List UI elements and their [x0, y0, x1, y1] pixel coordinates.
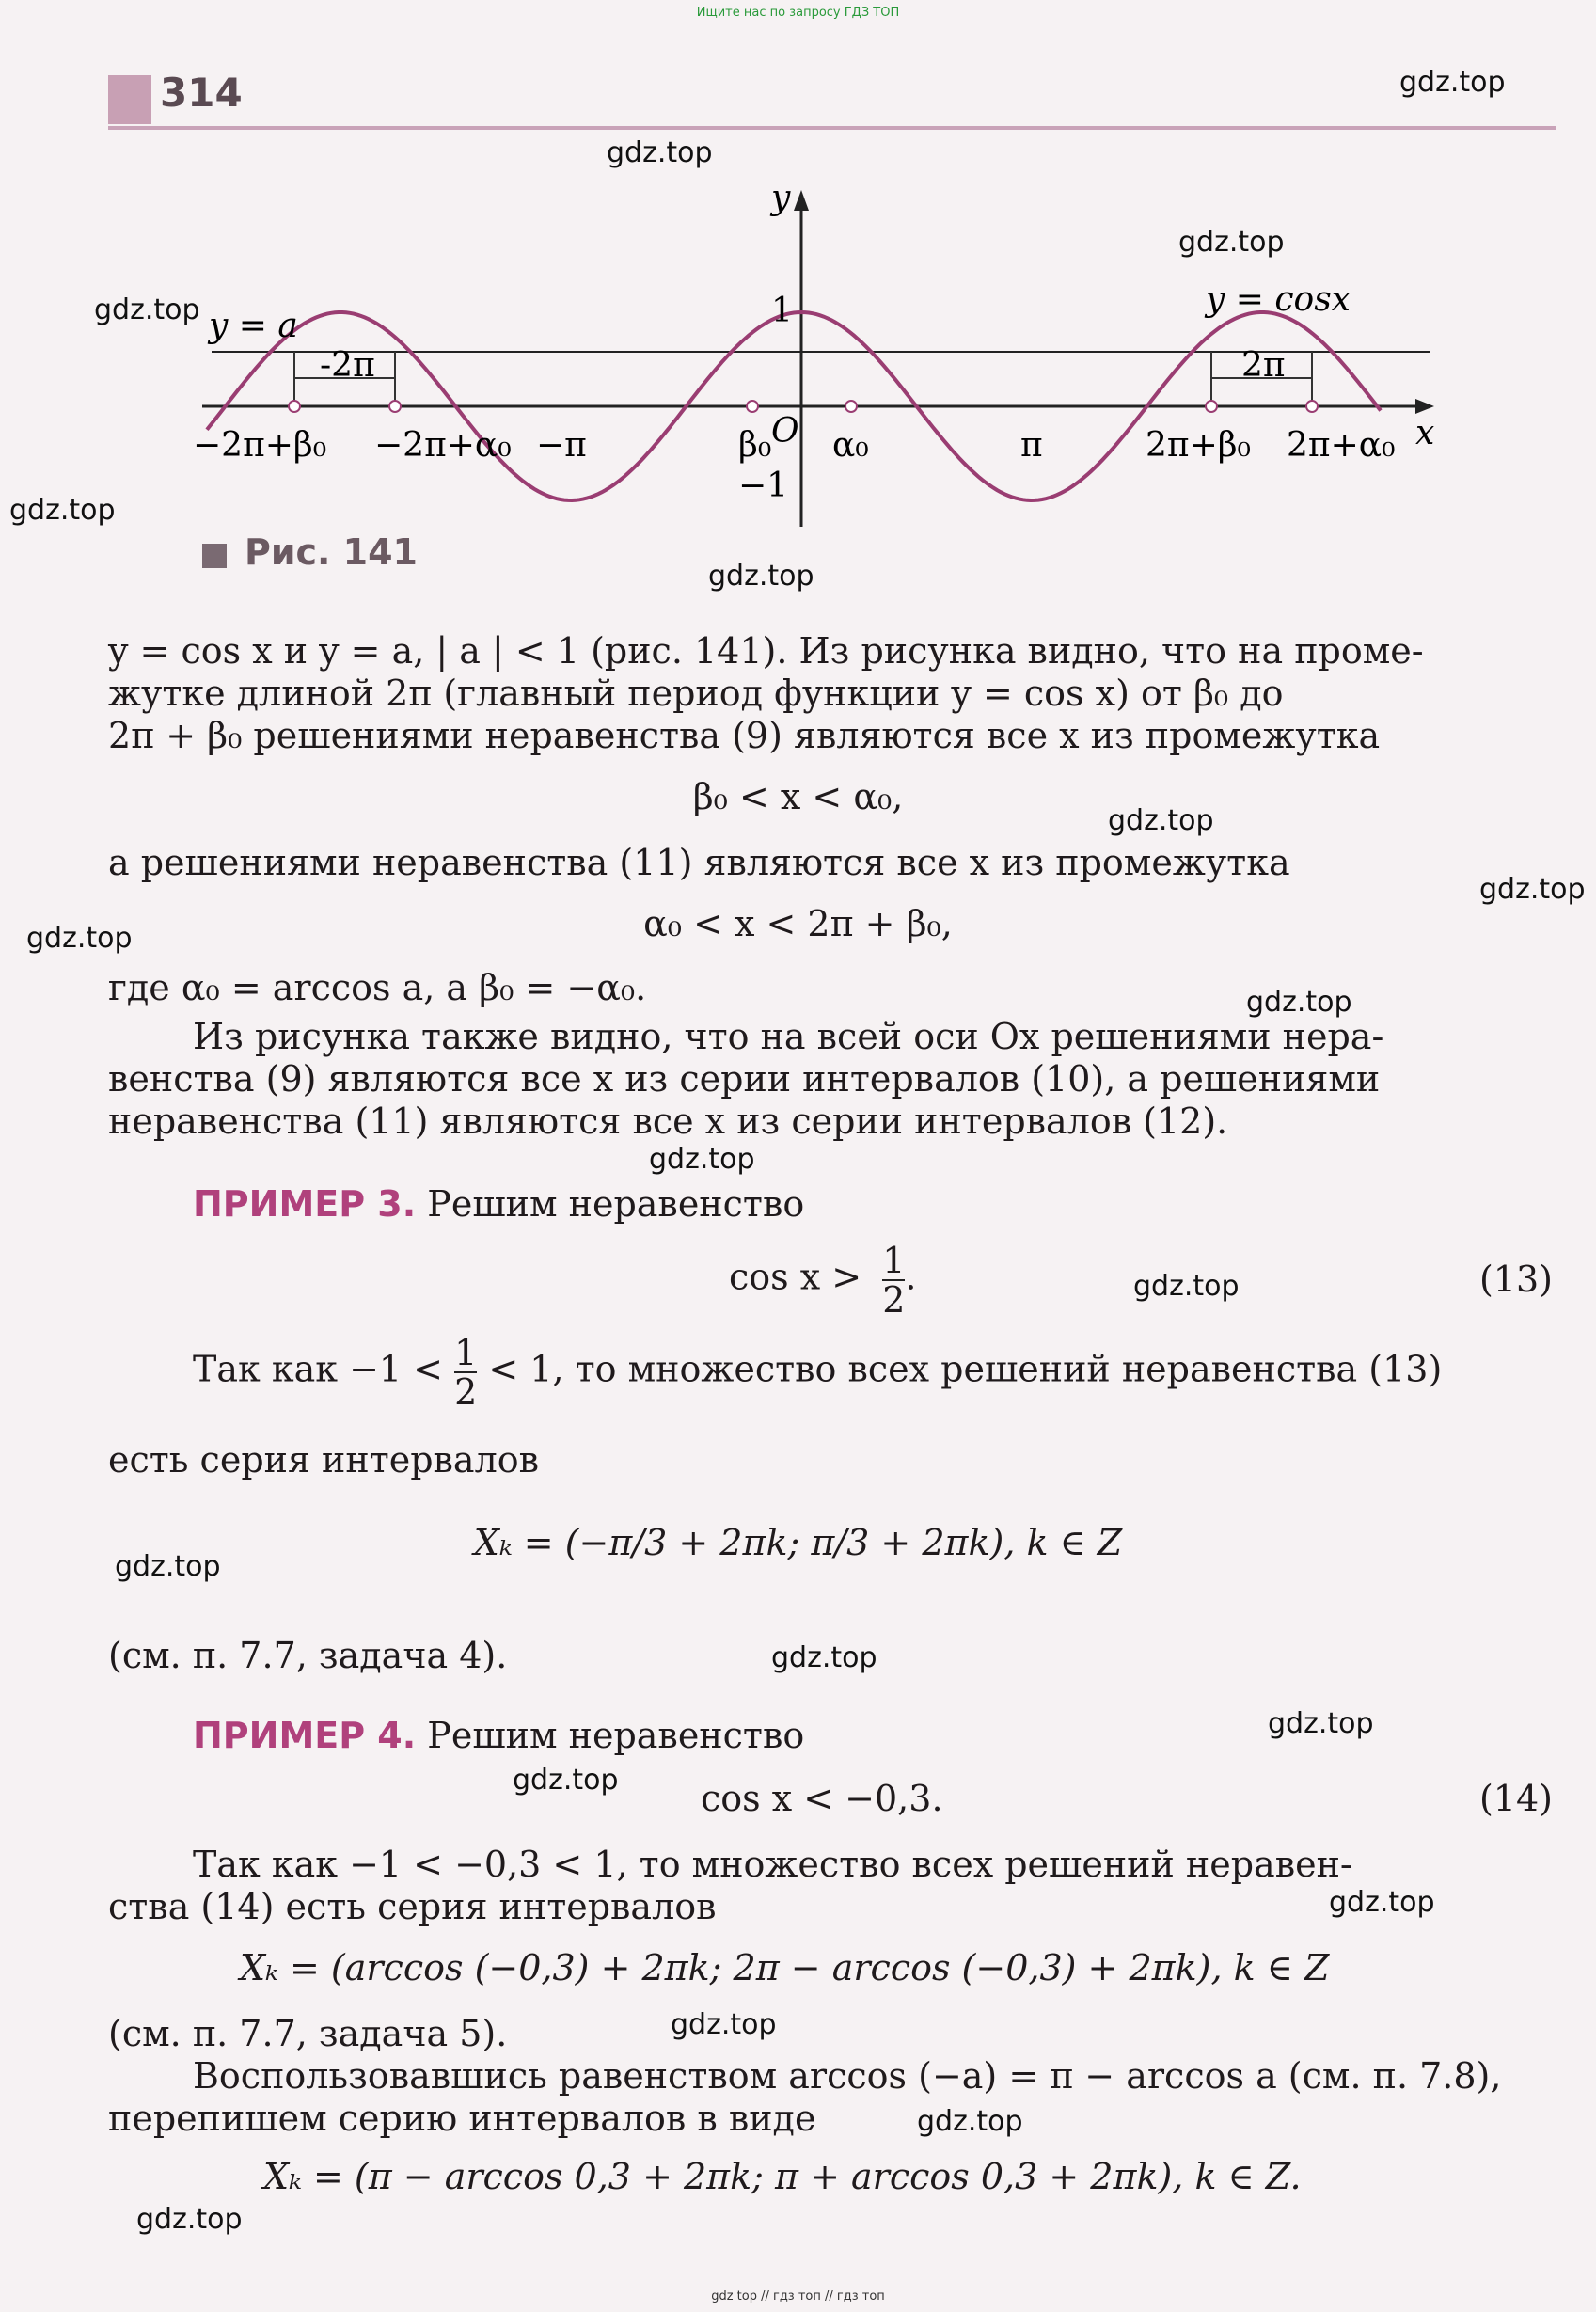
para6-line1: Так как −1 < −0,3 < 1, то множество всех решений неравен-: [193, 1844, 1352, 1885]
y-axis-label: y: [771, 179, 791, 217]
watermark: gdz.top: [136, 2203, 243, 2236]
para7-line1: Воспользовавшись равенством arccos (−a) = π − arccos a (см. п. 7.8),: [193, 2055, 1502, 2097]
watermark: gdz.top: [1329, 1886, 1435, 1919]
x-tick-m2pi-beta: −2π+β₀: [193, 426, 327, 465]
point-2pi-alpha: [1306, 401, 1318, 412]
watermark: gdz.top: [1133, 1270, 1240, 1303]
bottom-note: gdz top // гдз топ // гдз топ: [711, 2289, 885, 2304]
example4-heading: ПРИМЕР 4.: [193, 1715, 417, 1756]
y-tick-1: 1: [771, 292, 793, 330]
period-label-left: -2π: [320, 346, 375, 385]
formula-16: Xₖ = (π − arccos 0,3 + 2πk; π + arccos 0,3 + 2πk), k ∈ Z.: [263, 2156, 1302, 2197]
para5-fraction: [454, 1334, 477, 1411]
watermark: gdz.top: [649, 1143, 755, 1176]
x-tick-2pi-beta: 2π+β₀: [1146, 426, 1251, 465]
para5-line2: есть серия интервалов: [108, 1439, 539, 1481]
watermark: gdz.top: [94, 293, 200, 326]
formula-13-fraction: [882, 1242, 905, 1319]
para5-num: 1: [454, 1332, 478, 1373]
para4-line3: неравенства (11) являются все x из серии интервалов (12).: [108, 1101, 1228, 1142]
formula-beta-alpha: β₀ < x < α₀,: [692, 776, 904, 817]
formula-alpha-2pi: α₀ < x < 2π + β₀,: [643, 903, 953, 944]
figure-caption: Рис. 141: [245, 531, 418, 573]
formula-14-number: (14): [1478, 1778, 1553, 1819]
point-beta: [747, 401, 758, 412]
para5-a: Так как −1 <: [193, 1348, 443, 1390]
para1-line2: жутке длиной 2π (главный период функции y = cos x) от β₀ до: [108, 673, 1284, 714]
watermark: gdz.top: [9, 494, 116, 527]
formula-13: cos x > $\frac{1}{2}$ .: [729, 1240, 917, 1321]
watermark: gdz.top: [771, 1641, 877, 1674]
x-axis-label: x: [1415, 414, 1435, 452]
formula-13-num: 1: [882, 1240, 906, 1281]
watermark: gdz.top: [513, 1764, 619, 1797]
watermark: gdz.top: [671, 2008, 777, 2041]
y-tick-m1: −1: [738, 467, 789, 505]
watermark: gdz.top: [115, 1550, 221, 1583]
label-y-eq-a: y = a: [209, 307, 298, 345]
watermark: gdz.top: [1268, 1707, 1374, 1740]
watermark: gdz.top: [607, 136, 713, 169]
x-tick-pi: π: [1020, 426, 1043, 465]
para5-den: 2: [454, 1371, 478, 1413]
watermark: gdz.top: [1399, 66, 1506, 99]
watermark: gdz.top: [1246, 986, 1352, 1019]
example3-line: [193, 1183, 804, 1225]
top-note: Ищите нас по запросу ГДЗ ТОП: [696, 6, 900, 20]
para3: где α₀ = arccos a, а β₀ = −α₀.: [108, 967, 647, 1008]
watermark: gdz.top: [1479, 873, 1586, 906]
point-m2pi-beta: [289, 401, 300, 412]
formula-13-number: (13): [1478, 1259, 1553, 1300]
label-cos: y = cosx: [1206, 280, 1351, 319]
y-axis-arrow: [794, 190, 809, 211]
para2: а решениями неравенства (11) являются все x из промежутка: [108, 842, 1290, 883]
para6-line2: ства (14) есть серия интервалов: [108, 1886, 717, 1927]
page-number-marker: [108, 75, 151, 124]
formula-15: Xₖ = (arccos (−0,3) + 2πk; 2π − arccos (−0,3) + 2πk), k ∈ Z: [240, 1947, 1330, 1988]
period-label-right: 2π: [1241, 346, 1286, 385]
formula-xk-1: Xₖ = (−π/3 + 2πk; π/3 + 2πk), k ∈ Z: [473, 1522, 1123, 1563]
formula-13-den: 2: [882, 1279, 906, 1321]
point-m2pi-alpha: [389, 401, 401, 412]
watermark: gdz.top: [1178, 226, 1285, 259]
point-alpha: [845, 401, 857, 412]
example3-text: Решим неравенство: [427, 1183, 805, 1225]
origin-label: O: [771, 412, 799, 451]
x-tick-2pi-alpha: 2π+α₀: [1287, 426, 1396, 465]
para4-line2: венства (9) являются все x из серии интервалов (10), а решениями: [108, 1058, 1381, 1100]
figure-caption-marker: [202, 544, 227, 568]
x-axis-arrow: [1415, 399, 1434, 414]
watermark: gdz.top: [26, 922, 133, 955]
para1-line3: 2π + β₀ решениями неравенства (9) являются все x из промежутка: [108, 715, 1381, 756]
reference-2: (см. п. 7.7, задача 5).: [108, 2013, 508, 2054]
x-tick-alpha: α₀: [832, 426, 869, 465]
x-tick-beta: β₀: [738, 426, 772, 465]
para5-b: < 1, то множество всех решений неравенства (13): [488, 1348, 1443, 1390]
watermark: gdz.top: [1108, 804, 1214, 837]
cosine-figure: [0, 169, 1596, 536]
para1-line1: y = cos x и y = a, | a | < 1 (рис. 141). Из рисунка видно, что на проме-: [108, 630, 1424, 672]
example4-text: Решим неравенство: [427, 1715, 805, 1756]
example3-heading: ПРИМЕР 3.: [193, 1183, 417, 1225]
para4-line1: Из рисунка также видно, что на всей оси Ox решениями нера-: [193, 1016, 1384, 1057]
x-tick-mpi: −π: [536, 426, 587, 465]
x-tick-m2pi-alpha: −2π+α₀: [374, 426, 512, 465]
formula-14: cos x < −0,3.: [701, 1778, 943, 1819]
header-rule: [108, 126, 1556, 130]
formula-13-left: cos x >: [729, 1256, 862, 1298]
para5-line1: [193, 1334, 1442, 1411]
point-2pi-beta: [1206, 401, 1217, 412]
watermark: gdz.top: [708, 560, 814, 593]
example4-line: [193, 1715, 804, 1756]
watermark: gdz.top: [917, 2105, 1023, 2138]
para7-line2: перепишем серию интервалов в виде: [108, 2098, 816, 2139]
reference-1: (см. п. 7.7, задача 4).: [108, 1635, 508, 1676]
page-number: 314: [160, 70, 243, 116]
